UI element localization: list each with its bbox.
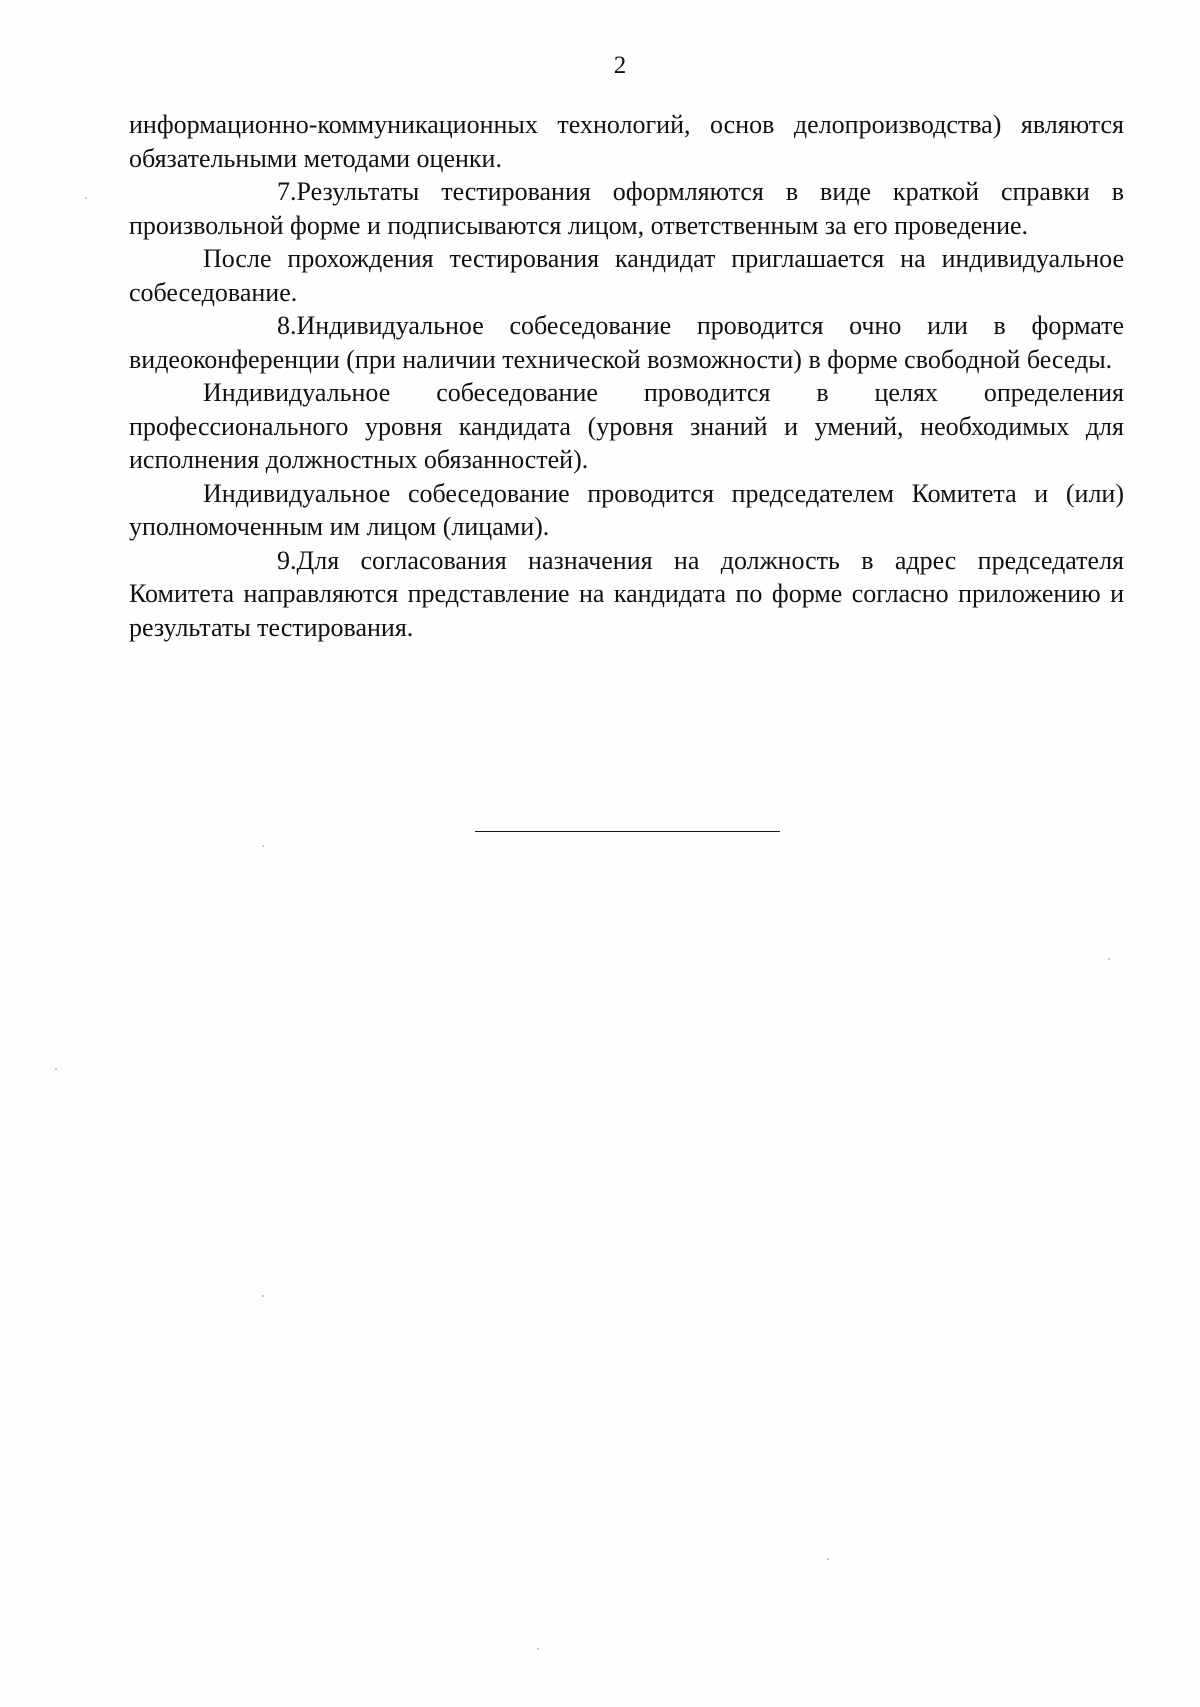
end-of-text-rule: [475, 831, 780, 832]
paragraph-item-7: [129, 175, 1124, 242]
paragraph-interview-conductor: [129, 477, 1124, 544]
item-number: 9.: [277, 545, 297, 575]
paragraph-continuation: [129, 108, 1124, 175]
paragraph-interview-invitation: [129, 242, 1124, 309]
page-number: 2: [613, 52, 627, 79]
scan-speck: [85, 197, 87, 199]
scan-speck: [537, 1648, 539, 1650]
paragraph-item-9: [129, 544, 1124, 645]
paragraph-text: информационно-коммуникационных технологий, основ делопроизводства) являются обязательными методами оценки.: [129, 110, 1124, 173]
paragraph-text: Результаты тестирования оформляются в виде краткой справки в произвольной форме и подписываются лицом, ответственным за его проведение.: [129, 177, 1124, 240]
scan-speck: [55, 1068, 57, 1070]
paragraph-item-8: [129, 309, 1124, 376]
item-number: 7.: [277, 177, 297, 206]
paragraph-text: Индивидуальное собеседование проводится председателем Комитета и (или) уполномоченным им лицом (лицами).: [129, 478, 1124, 541]
document-body: [129, 108, 1124, 644]
scan-speck: [827, 1558, 829, 1560]
paragraph-interview-purpose: [129, 376, 1124, 477]
scan-speck: [1108, 958, 1110, 960]
paragraph-text: После прохождения тестирования кандидат приглашается на индивидуальное собеседование.: [129, 244, 1124, 307]
scan-speck: [262, 1295, 264, 1297]
scan-speck: [262, 845, 264, 847]
paragraph-text: Для согласования назначения на должность в адрес председателя Комитета направляются представление на кандидата по форме согласно приложению и результаты тестирования.: [129, 545, 1124, 642]
item-number: 8.: [277, 311, 297, 340]
paragraph-text: Индивидуальное собеседование проводится очно или в формате видеоконференции (при наличии технической возможности) в форме свободной беседы.: [129, 311, 1124, 374]
paragraph-text: Индивидуальное собеседование проводится в целях определения профессионального уровня кандидата (уровня знаний и умений, необходимых для исполнения должностных обязанностей).: [129, 378, 1124, 474]
